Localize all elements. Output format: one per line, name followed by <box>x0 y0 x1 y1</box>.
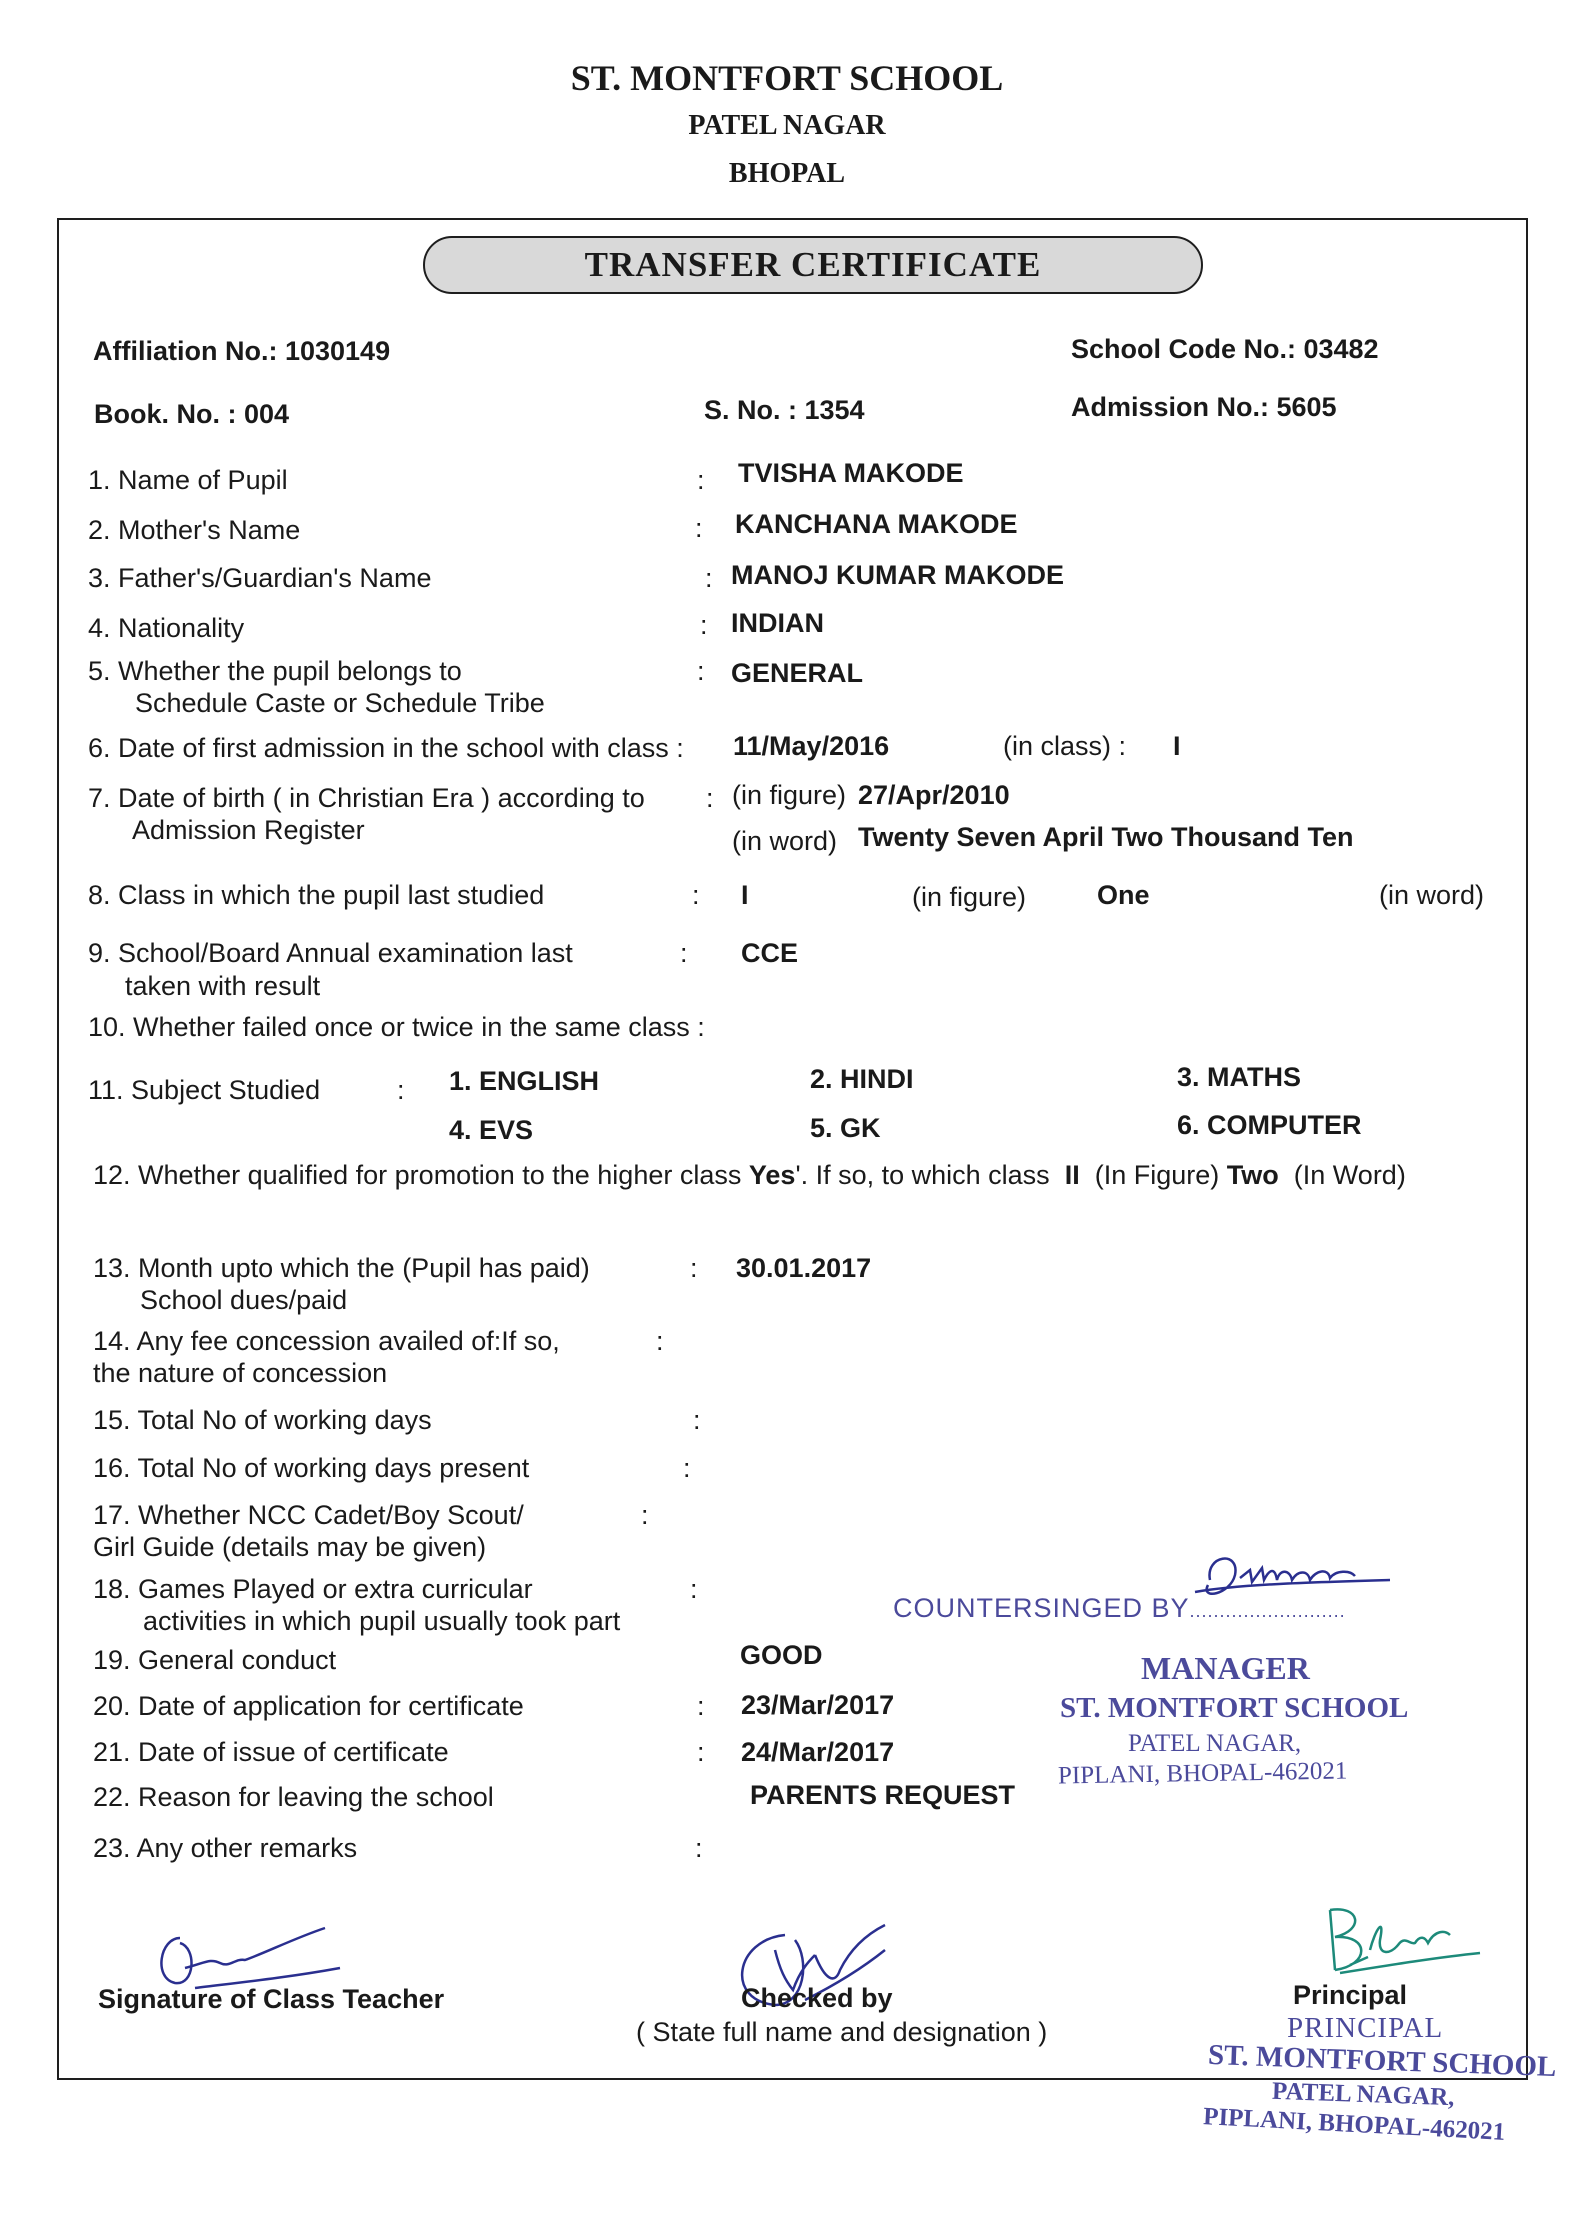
field-21-colon: : <box>697 1737 705 1767</box>
field-13-label: 13. Month upto which the (Pupil has paid) <box>93 1253 590 1283</box>
class-teacher-label: Signature of Class Teacher <box>98 1984 445 2014</box>
issue-date: 24/Mar/2017 <box>741 1737 895 1767</box>
dob-figure: 27/Apr/2010 <box>858 780 1010 810</box>
field-20-colon: : <box>697 1691 705 1721</box>
subject-2: 2. HINDI <box>810 1064 914 1094</box>
field-12-text-a: 12. Whether qualified for promotion to the higher class <box>93 1160 742 1190</box>
school-area: PATEL NAGAR <box>688 110 886 141</box>
last-class-word-label: (in word) <box>1379 880 1485 910</box>
field-23-colon: : <box>695 1833 703 1863</box>
field-5-label-2: Schedule Caste or Schedule Tribe <box>135 688 545 718</box>
field-18-label: 18. Games Played or extra curricular <box>93 1574 533 1604</box>
field-1-label: 1. Name of Pupil <box>88 465 288 495</box>
promotion-class-word: Two <box>1226 1160 1279 1190</box>
nationality: INDIAN <box>731 608 824 638</box>
field-6-label: 6. Date of first admission in the school with class : <box>88 733 684 763</box>
principal-stamp-line3: PATEL NAGAR, <box>1271 2077 1455 2112</box>
serial-no: S. No. : 1354 <box>704 395 865 425</box>
countersign-stamp-line5: PIPLANI, BHOPAL-462021 <box>1057 1757 1348 1790</box>
certificate-title: TRANSFER CERTIFICATE <box>423 236 1203 294</box>
field-7-label: 7. Date of birth ( in Christian Era ) according to <box>88 783 645 813</box>
field-12-text-b: '. If so, to which class <box>795 1160 1050 1190</box>
field-11-label: 11. Subject Studied <box>88 1075 321 1105</box>
dob-figure-label: (in figure) <box>732 780 847 810</box>
checked-by-label: Checked by <box>741 1983 893 2013</box>
field-4-colon: : <box>700 610 708 640</box>
last-class: I <box>741 880 749 910</box>
field-18-label-2: activities in which pupil usually took part <box>143 1606 621 1636</box>
subject-5: 5. GK <box>810 1113 881 1143</box>
mother-name: KANCHANA MAKODE <box>735 509 1018 539</box>
field-14-label-2: the nature of concession <box>93 1358 388 1388</box>
field-17-label: 17. Whether NCC Cadet/Boy Scout/ <box>93 1500 524 1530</box>
last-class-figure-label: (in figure) <box>912 882 1027 912</box>
last-class-word: One <box>1097 880 1150 910</box>
dob-word: Twenty Seven April Two Thousand Ten <box>858 822 1354 852</box>
admission-class: I <box>1173 731 1181 761</box>
principal-stamp-line4: PIPLANI, BHOPAL-462021 <box>1202 2103 1506 2146</box>
pupil-name: TVISHA MAKODE <box>738 458 964 488</box>
countersign-stamp-line1: COUNTERSINGED BY.......................... <box>893 1593 1346 1623</box>
field-15-label: 15. Total No of working days <box>93 1405 432 1435</box>
subject-1: 1. ENGLISH <box>449 1066 600 1096</box>
application-date: 23/Mar/2017 <box>741 1690 895 1720</box>
principal-label: Principal <box>1293 1980 1408 2010</box>
field-16-label: 16. Total No of working days present <box>93 1453 530 1483</box>
countersign-stamp-line2: MANAGER <box>1141 1650 1310 1686</box>
field-2-colon: : <box>695 513 703 543</box>
admission-date: 11/May/2016 <box>733 731 890 761</box>
leaving-reason: PARENTS REQUEST <box>750 1780 1016 1810</box>
field-3-label: 3. Father's/Guardian's Name <box>88 563 432 593</box>
field-19-label: 19. General conduct <box>93 1645 337 1675</box>
subject-3: 3. MATHS <box>1177 1062 1302 1092</box>
field-21-label: 21. Date of issue of certificate <box>93 1737 449 1767</box>
field-8-label: 8. Class in which the pupil last studied <box>88 880 545 910</box>
promotion-class-figure: II <box>1064 1160 1080 1190</box>
field-17-colon: : <box>641 1500 649 1530</box>
field-17-label-2: Girl Guide (details may be given) <box>93 1532 487 1562</box>
field-16-colon: : <box>683 1453 691 1483</box>
field-22-label: 22. Reason for leaving the school <box>93 1782 494 1812</box>
subject-4: 4. EVS <box>449 1115 534 1145</box>
field-13-label-2: School dues/paid <box>140 1285 348 1315</box>
manager-signature <box>1180 1540 1400 1620</box>
affiliation-no: Affiliation No.: 1030149 <box>93 336 391 366</box>
field-2-label: 2. Mother's Name <box>88 515 301 545</box>
field-4-label: 4. Nationality <box>88 613 245 643</box>
promotion-answer: Yes <box>748 1160 796 1190</box>
principal-stamp-line2: ST. MONTFORT SCHOOL <box>1207 2038 1557 2084</box>
field-13-colon: : <box>690 1253 698 1283</box>
field-10-label: 10. Whether failed once or twice in the same class : <box>88 1012 705 1042</box>
field-1-colon: : <box>697 465 705 495</box>
father-name: MANOJ KUMAR MAKODE <box>731 560 1064 590</box>
principal-stamp-line1: PRINCIPAL <box>1287 2012 1444 2044</box>
field-11-colon: : <box>397 1075 405 1105</box>
field-3-colon: : <box>705 563 713 593</box>
field-18-colon: : <box>690 1574 698 1604</box>
field-20-label: 20. Date of application for certificate <box>93 1691 524 1721</box>
countersign-stamp-line3: ST. MONTFORT SCHOOL <box>1060 1692 1409 1724</box>
school-city: BHOPAL <box>728 158 846 189</box>
field-14-colon: : <box>656 1326 664 1356</box>
field-12-line <box>93 1160 1406 1191</box>
book-no: Book. No. : 004 <box>94 399 290 429</box>
field-5-label: 5. Whether the pupil belongs to <box>88 656 462 686</box>
field-9-label: 9. School/Board Annual examination last <box>88 938 573 968</box>
dob-word-label: (in word) <box>732 826 838 856</box>
principal-signature <box>1310 1895 1490 1985</box>
field-14-label: 14. Any fee concession availed of:If so, <box>93 1326 560 1356</box>
field-7-label-2: Admission Register <box>132 815 365 845</box>
field-7-colon: : <box>706 783 714 813</box>
field-15-colon: : <box>693 1405 701 1435</box>
field-9-colon: : <box>680 938 688 968</box>
school-name: ST. MONTFORT SCHOOL <box>570 58 1004 98</box>
exam-result: CCE <box>741 938 799 968</box>
admission-class-label: (in class) : <box>1003 731 1127 761</box>
field-23-label: 23. Any other remarks <box>93 1833 358 1863</box>
caste-category: GENERAL <box>731 658 864 688</box>
countersign-stamp-line4: PATEL NAGAR, <box>1128 1730 1302 1757</box>
admission-no: Admission No.: 5605 <box>1071 392 1337 422</box>
field-9-label-2: taken with result <box>125 971 321 1001</box>
field-5-colon: : <box>697 656 705 686</box>
general-conduct: GOOD <box>740 1640 823 1670</box>
promotion-figure-label: (In Figure) <box>1094 1160 1220 1190</box>
school-code: School Code No.: 03482 <box>1071 334 1379 364</box>
subject-6: 6. COMPUTER <box>1177 1110 1362 1140</box>
field-8-colon: : <box>692 880 700 910</box>
promotion-word-label: (In Word) <box>1293 1160 1406 1190</box>
checked-by-note: ( State full name and designation ) <box>636 2017 1048 2047</box>
dues-paid-month: 30.01.2017 <box>736 1253 872 1283</box>
